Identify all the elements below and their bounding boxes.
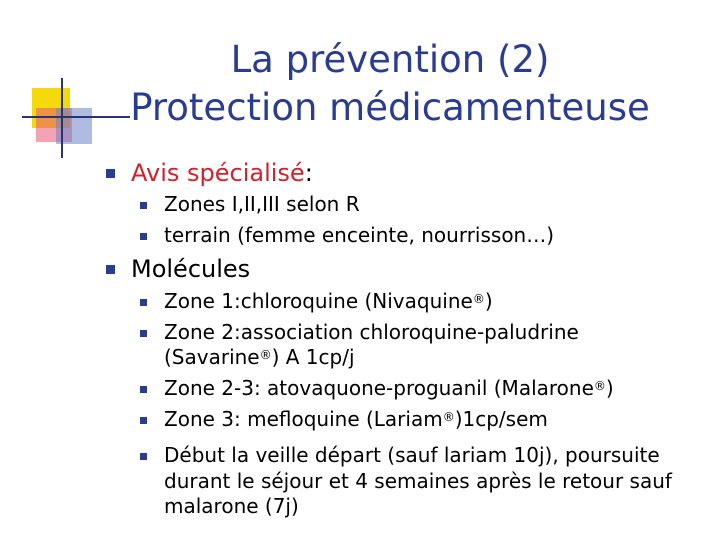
sub-bullet — [164, 408, 548, 431]
registered-mark: ® — [442, 410, 455, 424]
bullet-colon: : — [304, 159, 313, 187]
sub-bullet — [164, 377, 614, 400]
text: Zone 2:association chloroquine-paludrine — [164, 320, 579, 344]
title-line-1: La prévention (2) — [230, 38, 550, 81]
text: Début la veille départ (sauf lariam 10j), poursuite — [164, 443, 660, 467]
bullet-label: Molécules — [131, 255, 251, 283]
text: )1cp/sem — [454, 407, 548, 431]
text: ) — [605, 376, 614, 400]
text: durant le séjour et 4 semaines après le retour sauf — [164, 469, 672, 493]
square-bullet-icon — [106, 169, 115, 178]
title-line-2: Protection médicamenteuse — [130, 86, 650, 129]
square-bullet-icon — [106, 265, 115, 274]
sub-bullet — [164, 193, 360, 216]
sub-bullet — [164, 290, 493, 313]
sub-bullet-text: Zones I,II,III selon R — [164, 192, 360, 216]
sub-bullet — [164, 321, 579, 344]
sub-bullet-continuation — [164, 346, 355, 369]
vertical-line — [61, 78, 63, 158]
sub-bullet-continuation — [164, 470, 672, 493]
text: malarone (7j) — [164, 494, 299, 518]
square-bullet-icon — [140, 233, 147, 240]
sub-bullet — [164, 224, 554, 247]
slide-title — [110, 36, 670, 132]
text: (Savarine — [164, 345, 260, 369]
square-bullet-icon — [140, 299, 147, 306]
text: ) A 1cp/j — [271, 345, 355, 369]
square-bullet-icon — [140, 202, 147, 209]
bullet-molecules — [131, 254, 250, 284]
square-bullet-icon — [140, 417, 147, 424]
bullet-label: Avis spécialisé — [131, 159, 305, 187]
text: Zone 2-3: atovaquone-proguanil (Malarone — [164, 376, 594, 400]
text: Zone 3: mefloquine (Lariam — [164, 407, 443, 431]
sub-bullet-continuation — [164, 495, 299, 518]
square-bullet-icon — [140, 330, 147, 337]
sub-bullet-text: terrain (femme enceinte, nourrisson…) — [164, 223, 555, 247]
registered-mark: ® — [259, 348, 272, 362]
text: Zone 1:chloroquine (Nivaquine — [164, 289, 473, 313]
sub-bullet — [164, 444, 660, 467]
square-bullet-icon — [140, 453, 147, 460]
square-bullet-icon — [140, 386, 147, 393]
registered-mark: ® — [472, 292, 485, 306]
registered-mark: ® — [593, 379, 606, 393]
bullet-avis-specialise — [131, 158, 313, 188]
text: ) — [484, 289, 493, 313]
